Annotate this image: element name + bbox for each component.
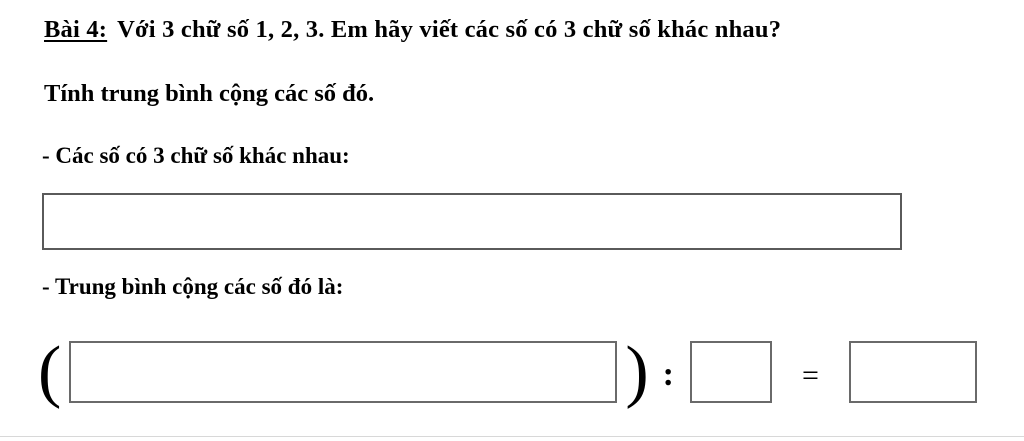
answer-input-numbers[interactable] — [42, 193, 902, 250]
open-paren-symbol: ( — [38, 333, 62, 410]
exercise-question-text: Với 3 chữ số 1, 2, 3. Em hãy viết các số có 3 chữ số khác nhau? — [117, 16, 782, 43]
answer-input-result[interactable] — [849, 341, 977, 403]
close-paren-symbol: ) — [625, 333, 649, 410]
exercise-instruction-text: Tính trung bình cộng các số đó. — [44, 80, 375, 107]
average-formula-row — [38, 332, 977, 412]
exercise-number-label: Bài 4: — [44, 16, 108, 43]
answer-input-divisor[interactable] — [690, 341, 772, 403]
prompt-average-label: - Trung bình cộng các số đó là: — [42, 274, 344, 299]
answer-input-sum[interactable] — [69, 341, 617, 403]
equals-symbol: = — [801, 359, 819, 392]
division-colon-symbol: : — [662, 356, 674, 393]
prompt-numbers-label: - Các số có 3 chữ số khác nhau: — [42, 143, 350, 168]
exercise-heading — [44, 16, 781, 44]
page-bottom-divider — [0, 436, 1024, 437]
